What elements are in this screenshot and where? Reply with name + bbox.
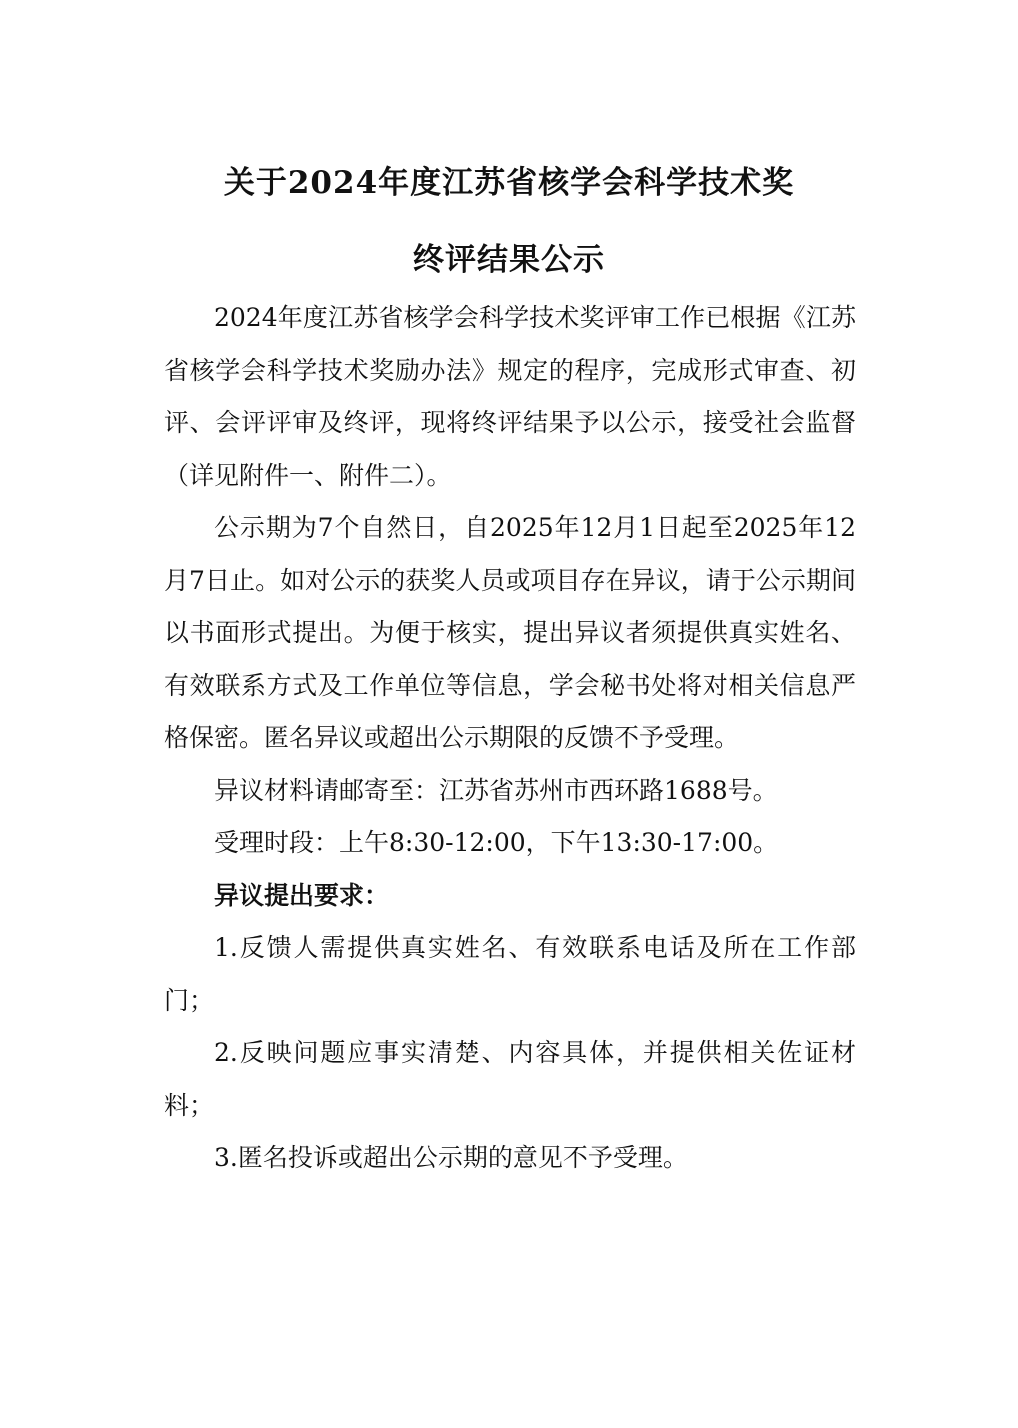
requirement-item-1: 1.反馈人需提供真实姓名、有效联系电话及所在工作部门； — [164, 933, 856, 1015]
paragraph-publicity-period: 公示期为7个自然日，自2025年12月1日起至2025年12月7日止。如对公示的获奖人员或项目存在异议，请于公示期间以书面形式提出。为便于核实，提出异议者须提供真实姓名、有效联系方式及工作单位等信息，学会秘书处将对相关信息严格保密。匿名异议或超出公示期限的反馈不予受理。 — [164, 513, 856, 752]
requirements-heading: 异议提出要求： — [214, 880, 390, 910]
requirement-item-3: 3.匿名投诉或超出公示期的意见不予受理。 — [214, 1143, 688, 1172]
requirement-item-2: 2.反映问题应事实清楚、内容具体，并提供相关佐证材料； — [164, 1038, 856, 1120]
paragraph-intro: 2024年度江苏省核学会科学技术奖评审工作已根据《江苏省核学会科学技术奖励办法》规定的程序，完成形式审查、初评、会评评审及终评，现将终评结果予以公示，接受社会监督（详见附件一、附件二）。 — [164, 303, 856, 490]
document-title-line-2: 终评结果公示 — [413, 242, 605, 278]
paragraph-office-hours: 受理时段：上午8:30-12:00，下午13:30-17:00。 — [214, 828, 779, 857]
document-title-line-1: 关于2024年度江苏省核学会科学技术奖 — [223, 165, 795, 201]
paragraph-mailing-address: 异议材料请邮寄至：江苏省苏州市西环路1688号。 — [214, 775, 778, 805]
document-body — [164, 292, 856, 1185]
